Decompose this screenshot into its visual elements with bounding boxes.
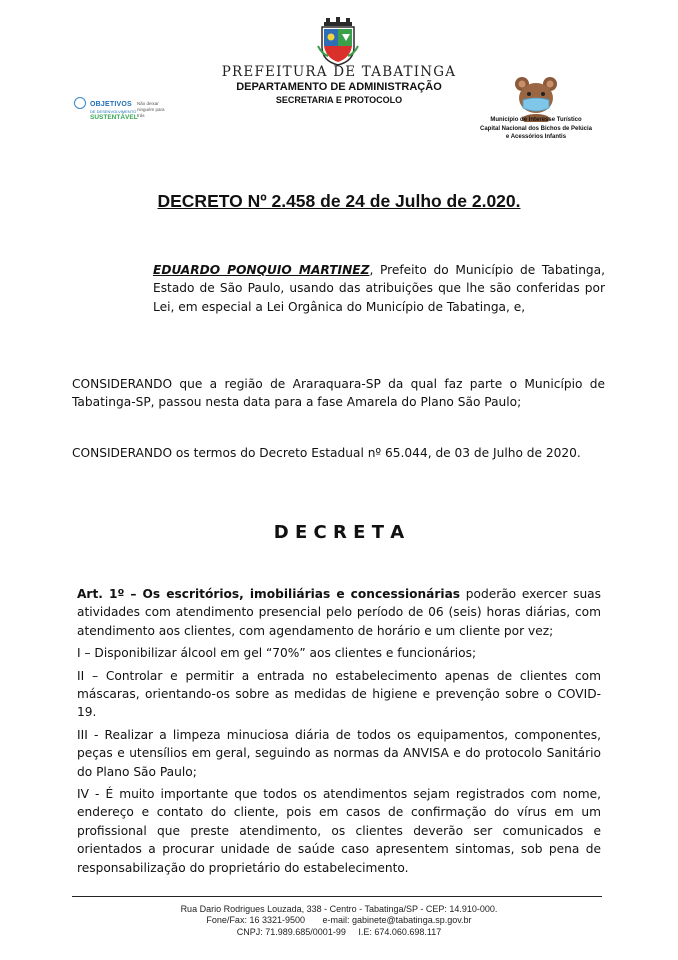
- municipal-coat-of-arms-icon: [316, 16, 360, 66]
- footer: [0, 904, 678, 938]
- article-1-caput: [77, 585, 601, 640]
- considerando-1: CONSIDERANDO que a região de Araraquara-SP da qual faz parte o Município de Tabatinga-SP, passou nesta data para a fase Amarela do Plano São Paulo;: [72, 377, 605, 410]
- decreta-heading: D E C R E T A: [273, 522, 405, 543]
- secretaria-name: SECRETARIA E PROTOCOLO: [275, 95, 403, 105]
- footer-registration: CNPJ: 71.989.685/0001-99 I.E: 674.060.698.117: [236, 926, 442, 937]
- teddy-bear-mask-icon: [508, 74, 564, 122]
- ods-logo-line2: DE DESENVOLVIMENTO: [90, 109, 137, 114]
- article-1-item-ii: II – Controlar e permitir a entrada no estabelecimento apenas de clientes com máscaras, orientando-os sobre as medidas de higiene e prevenção sobre o COVID-19.: [77, 668, 601, 720]
- ods-logo-line1: OBJETIVOS: [90, 101, 132, 108]
- article-1-item-iii: III - Realizar a limpeza minuciosa diária de todos os equipamentos, componentes, peças e utensílios em geral, seguindo as normas da ANVISA e do protocolo Sanitário do Plano São Paulo;: [77, 727, 601, 779]
- ods-logo-line3: SUSTENTÁVEL: [90, 114, 138, 121]
- municipio-info-line1: Município de Interesse Turístico: [490, 117, 582, 123]
- prefeitura-name: PREFEITURA DE TABATINGA: [221, 64, 457, 80]
- article-1-lead: Art. 1º – Os escritórios, imobiliárias e concessionárias: [77, 587, 461, 601]
- article-1: [77, 585, 601, 877]
- department-name: DEPARTAMENTO DE ADMINISTRAÇÃO: [236, 81, 442, 93]
- decree-title: DECRETO Nº 2.458 de 24 de Julho de 2.020.: [157, 191, 521, 211]
- mayor-name: EDUARDO PONQUIO MARTINEZ: [153, 263, 370, 277]
- intro-paragraph: [153, 261, 605, 316]
- municipio-tourism-info: [470, 116, 602, 142]
- article-1-item-i: I – Disponibilizar álcool em gel “70%” aos clientes e funcionários;: [77, 646, 477, 661]
- ods-logo-tagline: Não deixar ninguém para trás: [137, 101, 165, 118]
- municipio-info-line3: e Acessórios Infantis: [505, 134, 567, 140]
- un-globe-icon: [74, 97, 86, 109]
- municipio-info-line2: Capital Nacional dos Bichos de Pelúcia: [479, 125, 593, 132]
- considerando-2: CONSIDERANDO os termos do Decreto Estadual nº 65.044, de 03 de Julho de 2020.: [72, 446, 581, 460]
- footer-divider: [72, 896, 602, 897]
- intro-text: , Prefeito do Município de Tabatinga, Estado de São Paulo, usando das atribuições que lhe são conferidas por Lei, em especial a Lei Orgânica do Município de Tabatinga, e,: [153, 263, 605, 314]
- article-1-text: poderão exercer suas atividades com atendimento presencial pelo período de 06 (seis) horas diárias, com atendimento aos clientes, com agendamento de horário e um cliente por vez;: [77, 587, 602, 638]
- article-1-item-iv: IV - É muito importante que todos os atendimentos sejam registrados com nome, endereço e contato do cliente, pois em casos de confirmação do vírus em um profissional que preste atendimento, os clientes deverão ser comunicados e orientados a procurar unidade de saúde caso apresentem sintomas, sob pena de responsabilização do proprietário do estabelecimento.: [77, 787, 601, 875]
- footer-address: Rua Dario Rodrigues Louzada, 338 - Centro - Tabatinga/SP - CEP: 14.910-000.: [180, 904, 498, 914]
- ods-logo: [74, 97, 174, 125]
- footer-contact: Fone/Fax: 16 3321-9500 e-mail: gabinete@tabatinga.sp.gov.br: [206, 915, 472, 926]
